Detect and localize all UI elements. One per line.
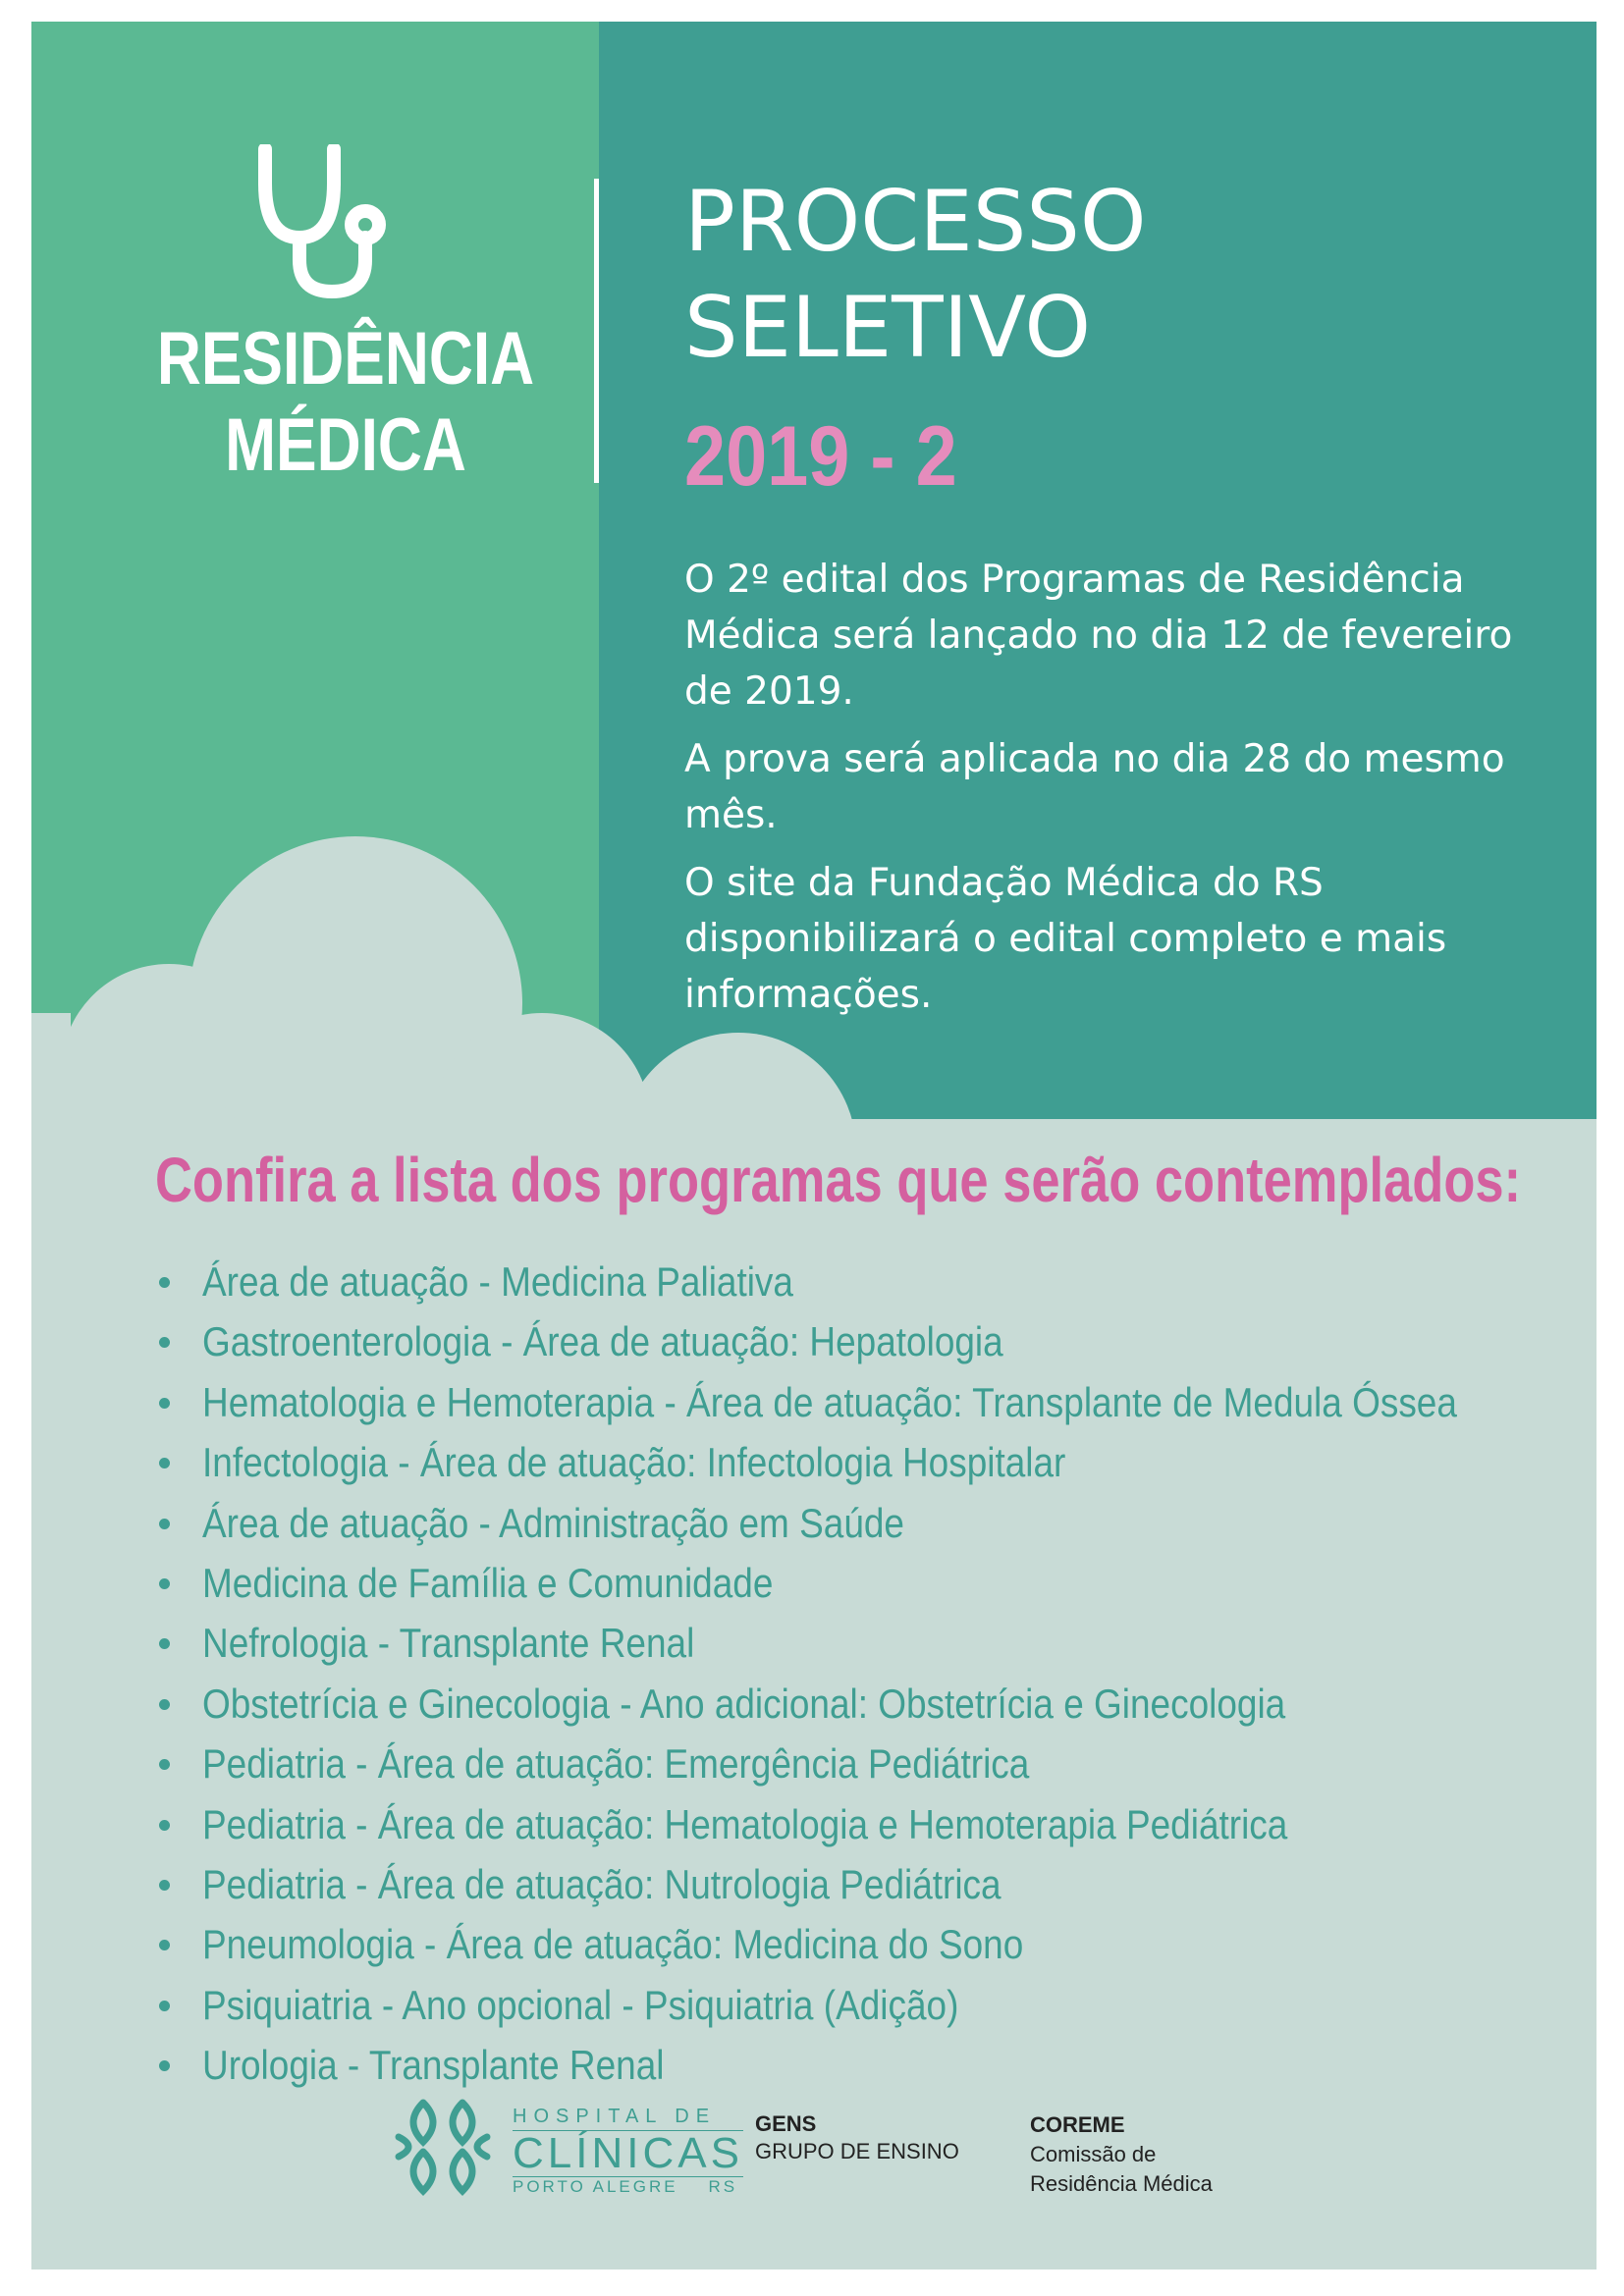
logo-line1: RESIDÊNCIA — [156, 317, 535, 400]
bullet-icon — [159, 1759, 170, 1770]
coreme-title: COREME — [1030, 2112, 1125, 2137]
intro-paragraph: A prova será aplicada no dia 28 do mesmo mês. — [684, 737, 1505, 837]
hcpa-line3: PORTO ALEGRE RS — [513, 2176, 743, 2197]
bullet-icon — [159, 2001, 170, 2011]
intro-paragraph: O 2º edital dos Programas de Residência Médica será lançado no dia 12 de fevereiro de 2019. — [684, 558, 1513, 714]
bullet-icon — [159, 1880, 170, 1891]
edition-year: 2019 - 2 — [684, 409, 957, 504]
bullet-icon — [159, 1398, 170, 1409]
bullet-icon — [159, 2060, 170, 2071]
bullet-icon — [159, 1277, 170, 1288]
bullet-icon — [159, 1519, 170, 1529]
gens-logo — [755, 2110, 959, 2165]
bullet-icon — [159, 1458, 170, 1468]
bullet-icon — [159, 1699, 170, 1710]
bullet-icon — [159, 1940, 170, 1950]
hcpa-line1: HOSPITAL DE — [513, 2105, 743, 2131]
title-line2: SELETIVO — [684, 279, 1092, 377]
intro-text — [684, 552, 1548, 1035]
poster: RESIDÊNCIA MÉDICA PROCESSO SELETIVO 2019 - 2 O 2º edital dos Programas de Residência Médica será lançado no dia 12 de fevereiro de 2019. A prova será aplicada no dia 28 do mesmo mês. O site da Fundação Médica do RS disponibilizará o edital completo e mais informações. Confira a lista dos programas que serão contemplados: Área de atuação - Medicina Paliativa Gastroenterologia - Área de atuação: Hepatologia Hematologia e Hemoterapia - Área de atuação: Transplante de Medula Óssea Infectologia - Área de atuação: Infectologia Hospitalar Área de atuação - Administração em Saúde Medicina de Família e Comunidade Nefrologia - Transplante Renal Obstetrícia e Ginecologia - Ano adicional: Obstetrícia e Ginecologia Pediatria - Área de atuação: Emergência Pediátrica Pediatria - Área de atuação: Hematologia e Hemoterapia Pediátrica Pediatria - Área de atuação: Nutrologia Pediátrica Pneumologia - Área de atuação: Medicina do Sono Psiquiatria - Ano opcional - Psiquiatria (Adição) Urologia - Transplante Renal HOSPITAL DE CLÍNICAS PORTO ALEGRE RS GENS GRUPO DE ENSINO COREME Comissão de Residência Médica — [31, 22, 1597, 2269]
hospital-de-clinicas-logo — [513, 2105, 743, 2197]
hospital-cross-logo-icon — [389, 2093, 497, 2201]
bullet-icon — [159, 1820, 170, 1831]
logo-line2: MÉDICA — [225, 403, 466, 487]
page-title — [684, 169, 1147, 381]
stethoscope-icon — [255, 144, 393, 301]
bullet-icon — [159, 1638, 170, 1649]
footer-logos — [31, 2093, 1597, 2230]
bullet-icon — [159, 1337, 170, 1348]
residencia-medica-logo — [136, 316, 555, 489]
coreme-logo — [1030, 2110, 1213, 2199]
gens-title: GENS — [755, 2111, 817, 2136]
coreme-line1: Comissão de — [1030, 2142, 1157, 2166]
hcpa-line2: CLÍNICAS — [513, 2129, 743, 2177]
bullet-icon — [159, 1578, 170, 1589]
coreme-line2: Residência Médica — [1030, 2171, 1213, 2196]
title-line1: PROCESSO — [684, 173, 1147, 271]
list-heading: Confira a lista dos programas que serão contemplados: — [155, 1145, 1522, 1215]
vertical-divider — [594, 179, 599, 483]
gens-subtitle: GRUPO DE ENSINO — [755, 2139, 959, 2163]
intro-paragraph: O site da Fundação Médica do RS disponibilizará o edital completo e mais informações. — [684, 861, 1447, 1017]
